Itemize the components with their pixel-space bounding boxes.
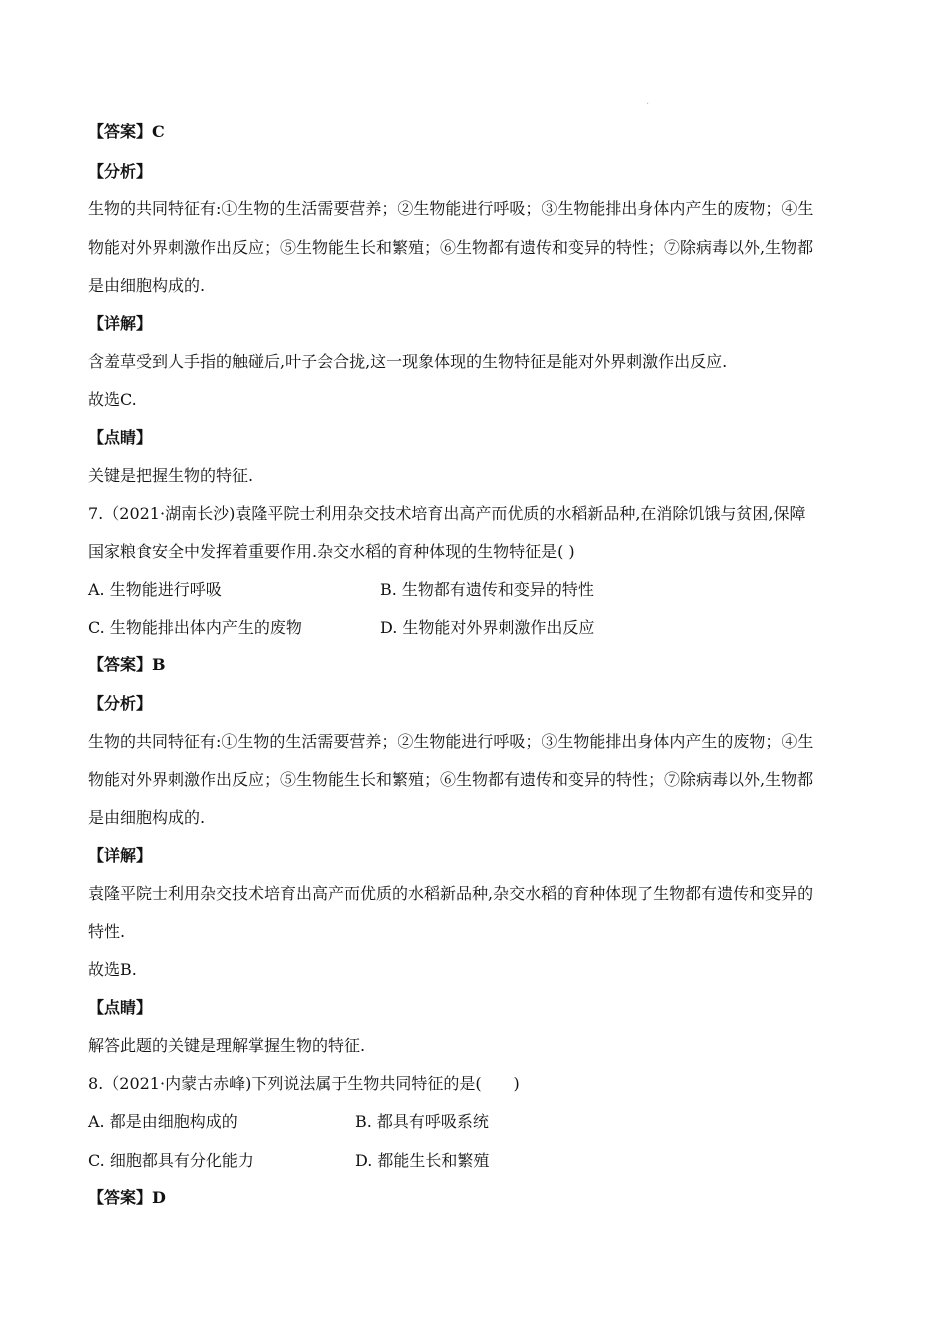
q6-tip-heading: 【点睛】: [88, 428, 153, 447]
q7-stem-line-2: 国家粮食安全中发挥着重要作用.杂交水稻的育种体现的生物特征是( ): [88, 542, 575, 561]
q7-tip-line: 解答此题的关键是理解掌握生物的特征.: [88, 1036, 366, 1055]
q6-analysis-line-1: 生物的共同特征有:①生物的生活需要营养；②生物能进行呼吸；③生物能排出身体内产生的废物；④生: [88, 199, 814, 218]
q6-detail-heading: 【详解】: [88, 314, 153, 333]
q6-analysis-heading: 【分析】: [88, 162, 153, 181]
q7-tip-heading: 【点睛】: [88, 998, 153, 1017]
q6-detail-line-1: 含羞草受到人手指的触碰后,叶子会合拢,这一现象体现的生物特征是能对外界刺激作出反应.: [88, 352, 728, 371]
q7-detail-line-2: 特性.: [88, 922, 126, 941]
q7-analysis-line-3: 是由细胞构成的.: [88, 808, 206, 827]
q7-detail-heading: 【详解】: [88, 846, 153, 865]
q7-option-a: A. 生物能进行呼吸: [88, 580, 222, 599]
q8-option-a: A. 都是由细胞构成的: [88, 1112, 238, 1131]
q7-option-c: C. 生物能排出体内产生的废物: [88, 618, 302, 637]
q7-detail-line-1: 袁隆平院士利用杂交技术培育出高产而优质的水稻新品种,杂交水稻的育种体现了生物都有遗传和变异的: [88, 884, 814, 903]
q7-analysis-heading: 【分析】: [88, 694, 153, 713]
decorative-dot: .: [646, 96, 650, 107]
q7-stem-line-1: 7.（2021·湖南长沙)袁隆平院士利用杂交技术培育出高产而优质的水稻新品种,在消除饥饿与贫困,保障: [88, 504, 806, 523]
q7-answer: 【答案】B: [88, 655, 166, 674]
q7-option-d: D. 生物能对外界刺激作出反应: [380, 618, 595, 637]
q6-tip-line: 关键是把握生物的特征.: [88, 466, 254, 485]
q7-analysis-line-1: 生物的共同特征有:①生物的生活需要营养；②生物能进行呼吸；③生物能排出身体内产生的废物；④生: [88, 732, 814, 751]
q7-option-b: B. 生物都有遗传和变异的特性: [380, 580, 594, 599]
q6-analysis-line-2: 物能对外界刺激作出反应；⑤生物能生长和繁殖；⑥生物都有遗传和变异的特性；⑦除病毒以外,生物都: [88, 238, 814, 257]
q6-answer: 【答案】C: [88, 122, 165, 141]
q7-analysis-line-2: 物能对外界刺激作出反应；⑤生物能生长和繁殖；⑥生物都有遗传和变异的特性；⑦除病毒以外,生物都: [88, 770, 814, 789]
q8-option-d: D. 都能生长和繁殖: [355, 1151, 490, 1170]
q8-stem: 8.（2021·内蒙古赤峰)下列说法属于生物共同特征的是( ): [88, 1074, 520, 1093]
q8-option-b: B. 都具有呼吸系统: [355, 1112, 489, 1131]
q6-detail-line-2: 故选C.: [88, 390, 137, 409]
q8-option-c: C. 细胞都具有分化能力: [88, 1151, 254, 1170]
q8-answer: 【答案】D: [88, 1188, 166, 1207]
q7-detail-line-3: 故选B.: [88, 960, 137, 979]
q6-analysis-line-3: 是由细胞构成的.: [88, 276, 206, 295]
